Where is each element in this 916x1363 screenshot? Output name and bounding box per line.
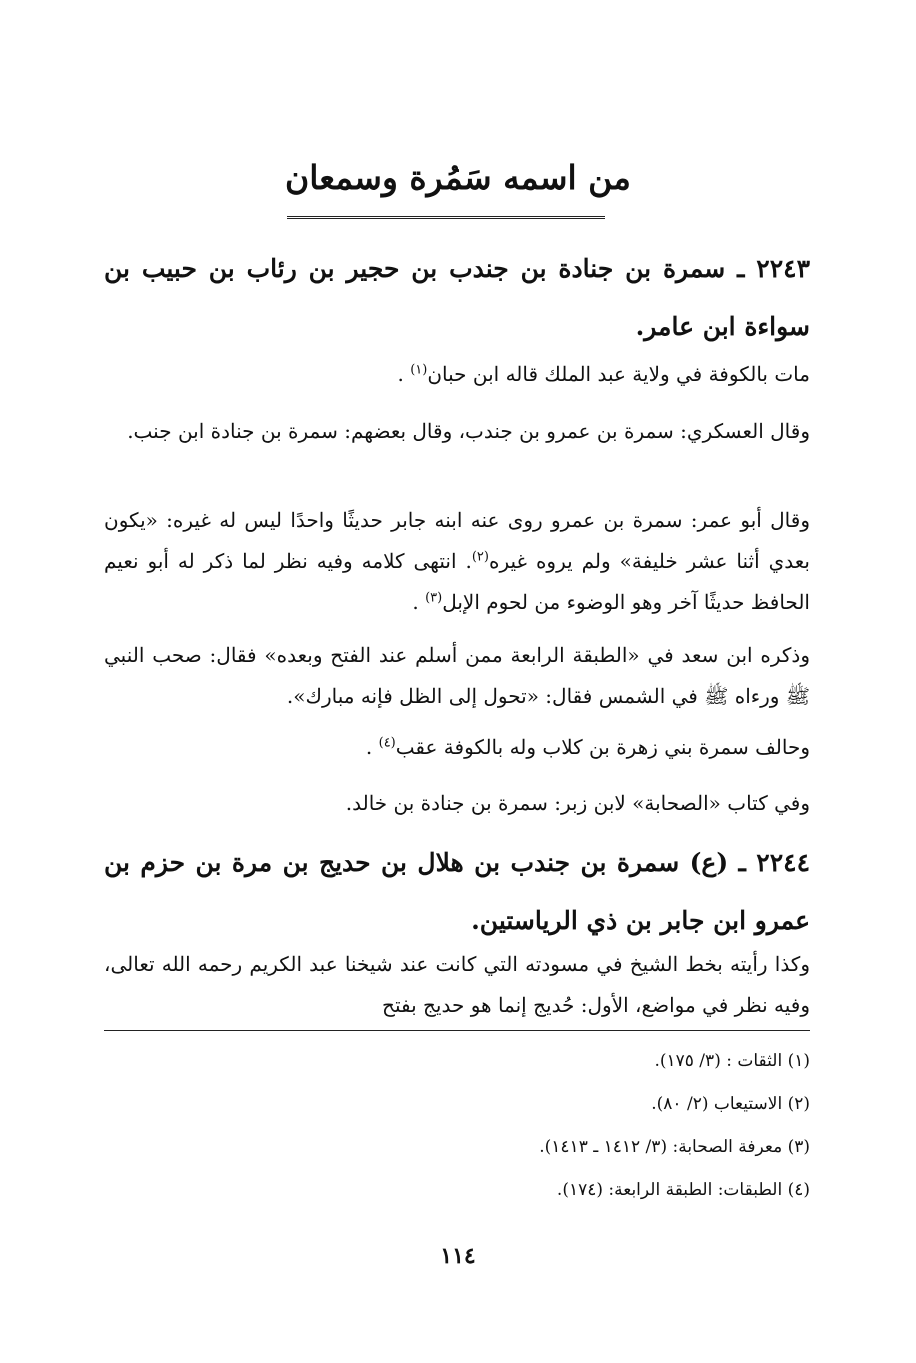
entry-2243-paragraph-2: وقال العسكري: سمرة بن عمرو بن جندب، وقال بعضهم: سمرة بن جنادة ابن جنب.	[127, 419, 810, 443]
paragraph-text: مات بالكوفة في ولاية عبد الملك قاله ابن حبان	[427, 362, 810, 386]
entry-2243-heading: ٢٢٤٣ ـ سمرة بن جنادة بن جندب بن حجير بن رئاب بن حبيب بن سواءة ابن عامر.	[104, 254, 810, 341]
footnotes	[104, 1040, 810, 1212]
paragraph-end: .	[412, 590, 426, 614]
entry-2244-paragraph-1: وكذا رأيته بخط الشيخ في مسودته التي كانت عند شيخنا عبد الكريم رحمه الله تعالى، وفيه نظر في مواضع، الأول: حُديج إنما هو حديج بفتح	[104, 952, 810, 1017]
footnote-3: (٣) معرفة الصحابة: (٣/ ١٤١٢ ـ ١٤١٣).	[539, 1137, 810, 1157]
footnote-1: (١) الثقات : (٣/ ١٧٥).	[654, 1051, 810, 1071]
footnote-divider	[104, 1030, 810, 1031]
footnote-2: (٢) الاستيعاب (٢/ ٨٠).	[651, 1094, 810, 1114]
paragraph-text: وحالف سمرة بني زهرة بن كلاب وله بالكوفة عقب	[395, 735, 810, 759]
entry-2243-paragraph-1	[104, 354, 810, 395]
entry-2243-paragraph-5	[104, 727, 810, 768]
paragraph-end: .	[397, 362, 411, 386]
footnote-ref-3: (٣)	[425, 590, 443, 606]
paragraph-text: وقال أبو عمر: سمرة بن عمرو روى عنه ابنه جابر حديثًا واحدًا ليس له غيره: «يكون بعدي أثنا عشر خليفة» ولم يروه غيره	[104, 508, 810, 573]
entry-2244-heading: ٢٢٤٤ ـ (ع) سمرة بن جندب بن هلال بن حديج بن مرة بن حزم بن عمرو ابن جابر بن ذي الرياستين.	[104, 848, 810, 935]
footnote-ref-4: (٤)	[378, 735, 396, 751]
paragraph-text-continued: . انتهى كلامه وفيه نظر لما ذكر له أبو نعيم الحافظ حديثًا آخر وهو الوضوء من لحوم الإبل	[104, 549, 810, 614]
footnote-4: (٤) الطبقات: الطبقة الرابعة: (١٧٤).	[556, 1180, 810, 1200]
entry-2243-paragraph-6: وفي كتاب «الصحابة» لابن زبر: سمرة بن جنادة بن خالد.	[345, 791, 810, 815]
entry-2243-paragraph-4: وذكره ابن سعد في «الطبقة الرابعة ممن أسلم عند الفتح وبعده» فقال: صحب النبي ﷺ ورءاه ﷺ في الشمس فقال: «تحول إلى الظل فإنه مبارك».	[104, 643, 810, 708]
paragraph-end: .	[365, 735, 379, 759]
entry-2243-paragraph-3	[104, 500, 810, 623]
title-underline	[287, 216, 605, 219]
page-number: ١١٤	[440, 1243, 476, 1269]
footnote-ref-1: (١)	[410, 362, 428, 378]
chapter-title: من اسمه سَمُرة وسمعان	[285, 158, 631, 197]
footnote-ref-2: (٢)	[471, 549, 489, 565]
